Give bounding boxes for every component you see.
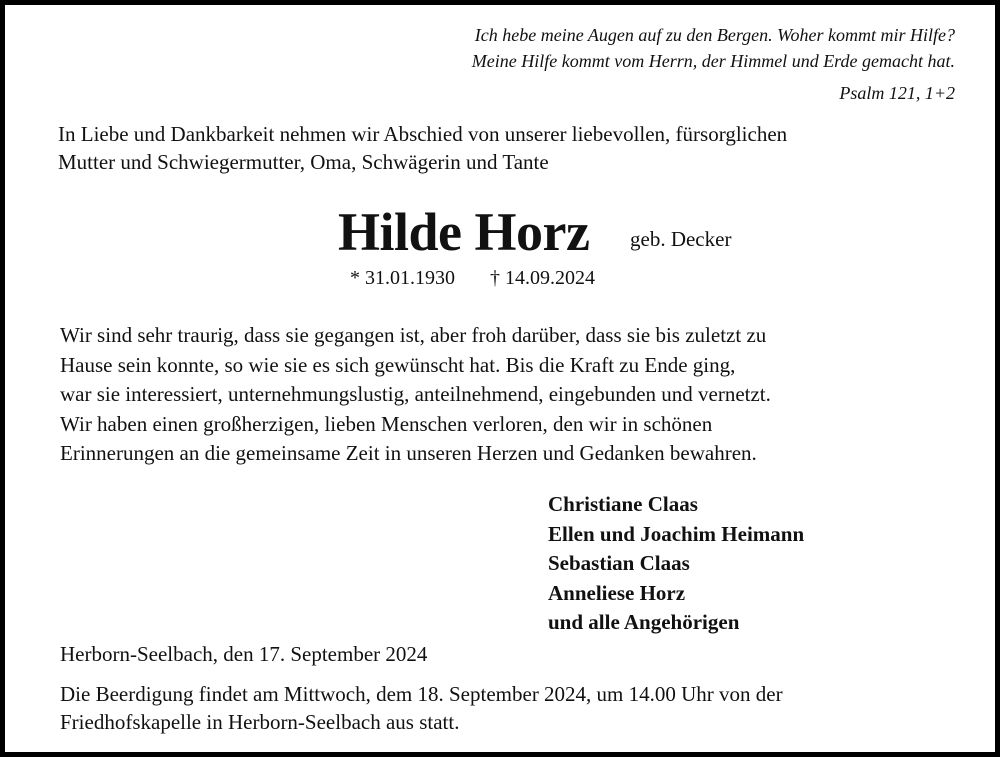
funeral-line: Friedhofskapelle in Herborn-Seelbach aus statt. — [60, 710, 460, 734]
body-text — [60, 321, 771, 469]
body-line: war sie interessiert, unternehmungslustig, anteilnehmend, eingebunden und vernetzt. — [60, 382, 771, 406]
deceased-name: Hilde Horz — [338, 202, 590, 262]
birth-date: * 31.01.1930 — [350, 267, 455, 289]
quote-line: Meine Hilfe kommt vom Herrn, der Himmel und Erde gemacht hat. — [471, 51, 955, 71]
body-line: Wir sind sehr traurig, dass sie gegangen ist, aber froh darüber, dass sie bis zuletzt zu — [60, 323, 767, 347]
body-line: Erinnerungen an die gemeinsame Zeit in unseren Herzen und Gedanken bewahren. — [60, 441, 757, 465]
death-date: † 14.09.2024 — [490, 267, 595, 289]
signer: Christiane Claas — [548, 492, 698, 516]
signer: Anneliese Horz — [548, 580, 686, 605]
quote-line: Ich hebe meine Augen auf zu den Bergen. Woher kommt mir Hilfe? — [474, 25, 955, 45]
body-line: Wir haben einen großherzigen, lieben Menschen verloren, den wir in schönen — [60, 411, 713, 436]
funeral-info — [60, 680, 783, 736]
funeral-line: Die Beerdigung findet am Mittwoch, dem 18. September 2024, um 14.00 Uhr von der — [60, 682, 783, 706]
signers-list — [548, 490, 804, 638]
life-dates — [350, 267, 625, 290]
intro-text — [58, 120, 787, 176]
signer: Ellen und Joachim Heimann — [548, 521, 805, 546]
maiden-name: geb. Decker — [630, 227, 732, 251]
intro-line: Mutter und Schwiegermutter, Oma, Schwägerin und Tante — [58, 150, 549, 174]
place-date: Herborn-Seelbach, den 17. September 2024 — [60, 642, 428, 666]
signer: und alle Angehörigen — [548, 610, 740, 634]
quote-reference: Psalm 121, 1+2 — [839, 83, 955, 103]
body-line: Hause sein konnte, so wie sie es sich gewünscht hat. Bis die Kraft zu Ende ging, — [60, 352, 736, 377]
signer: Sebastian Claas — [548, 551, 690, 575]
intro-line: In Liebe und Dankbarkeit nehmen wir Abschied von unserer liebevollen, fürsorglichen — [58, 122, 788, 146]
psalm-quote — [472, 22, 955, 106]
obituary-notice — [5, 5, 995, 752]
